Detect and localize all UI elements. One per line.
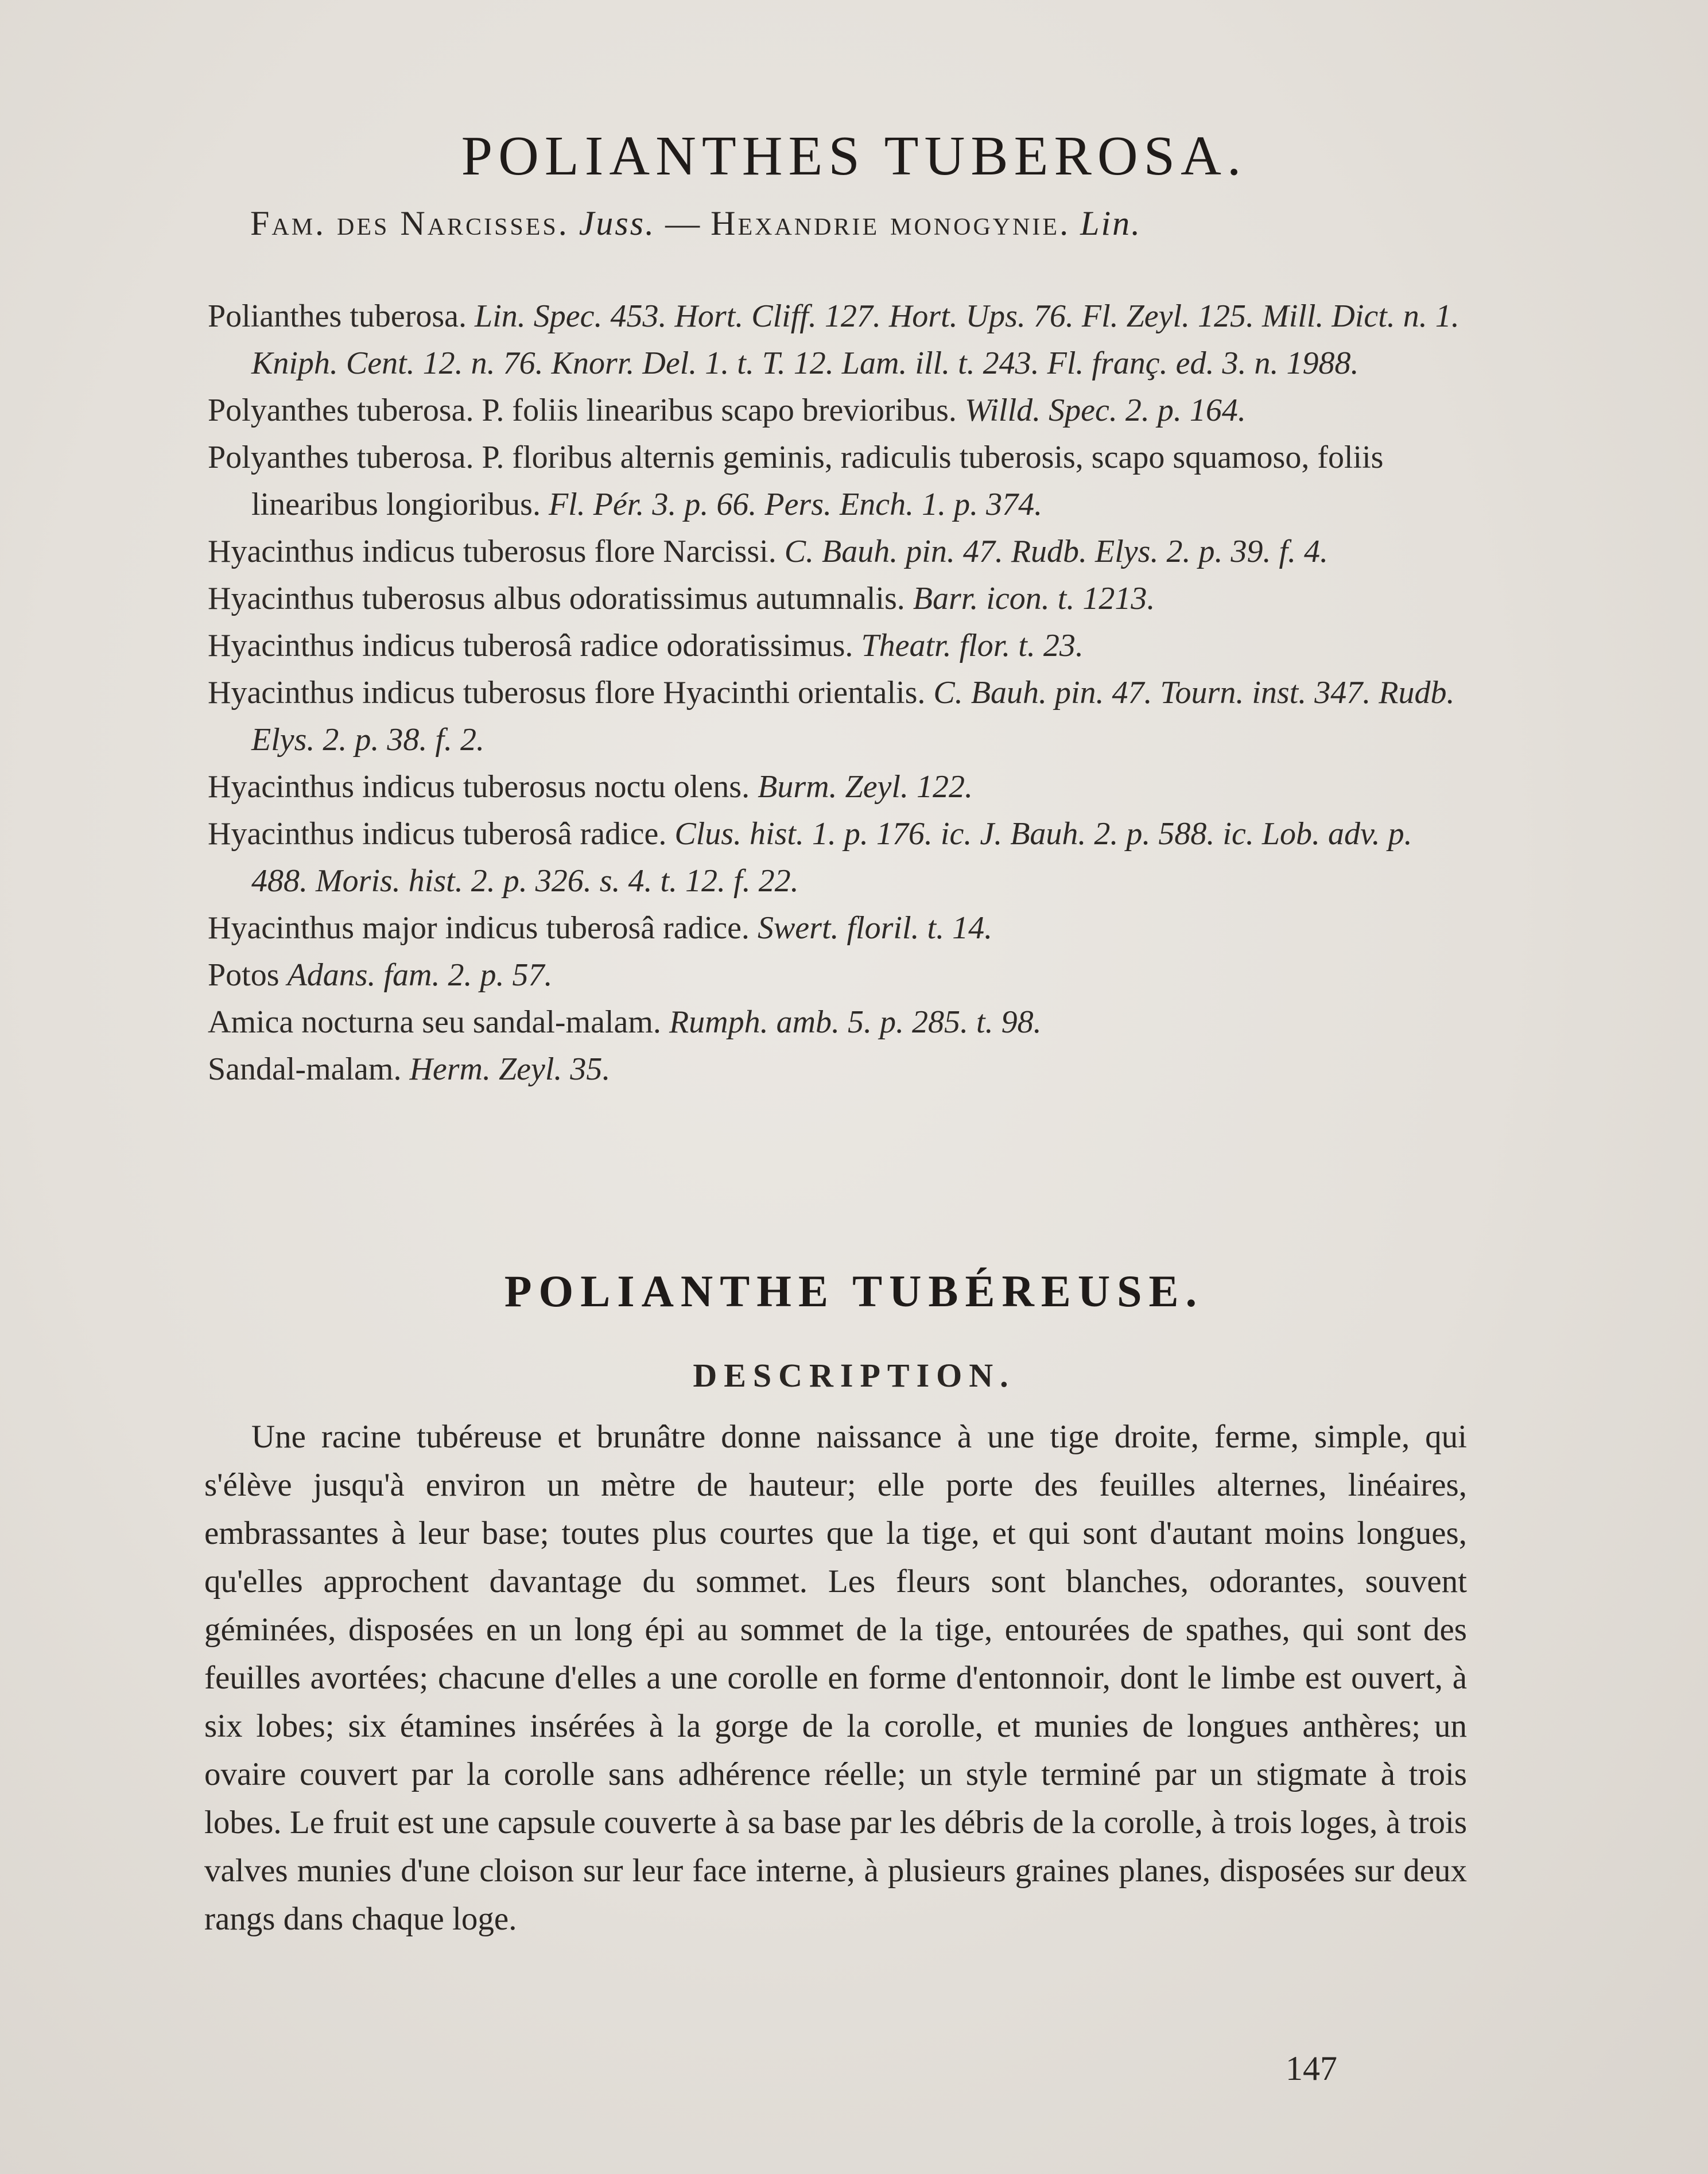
synonym-reference: Burm. Zeyl. 122. bbox=[758, 769, 973, 805]
synonym-reference: Fl. Pér. 3. p. 66. Pers. Ench. 1. p. 374. bbox=[548, 487, 1043, 522]
description-paragraph: Une racine tubéreuse et brunâtre donne naissance à une tige droite, ferme, simple, qui s'élève jusqu'à environ un mètre de hauteur; elle porte des feuilles alternes, linéaires, embrassantes à leur base; toutes plus courtes que la tige, et qui sont d'autant moins longues, qu'elles approchent davantage du sommet. Les fleurs sont blanches, odorantes, souvent géminées, disposées en un long épi au sommet de la tige, entourées de spathes, qui sont des feuilles avortées; chacune d'elles a une corolle en forme d'entonnoir, dont le limbe est ouvert, à six lobes; six étamines insérées à la gorge de la corolle, et munies de longues anthères; un ovaire couvert par la corolle sans adhérence réelle; un style terminé par un stigmate à trois lobes. Le fruit est une capsule couverte à sa base par les débris de la corolle, à trois loges, à trois valves munies d'une cloison sur leur face interne, à plusieurs graines planes, disposées sur deux rangs dans chaque loge. bbox=[204, 1419, 1467, 1937]
synonym-entry bbox=[208, 387, 1470, 434]
synonym-name: Polyanthes tuberosa. P. floribus alternis geminis, radiculis tuberosis, scapo squamoso, foliis linearibus longioribus. bbox=[208, 440, 1384, 522]
synonym-list bbox=[208, 293, 1470, 1093]
synonym-entry bbox=[208, 669, 1470, 763]
synonym-name: Amica nocturna seu sandal-malam. bbox=[208, 1004, 661, 1040]
synonym-reference: Lin. Spec. 453. Hort. Cliff. 127. Hort. Ups. 76. Fl. Zeyl. 125. Mill. Dict. n. 1. Kniph. Cent. 12. n. 76. Knorr. Del. 1. t. T. 12. Lam. ill. t. 243. Fl. franç. ed. 3. n. 1988. bbox=[251, 298, 1459, 381]
synonym-name: Polianthes tuberosa. bbox=[208, 298, 467, 334]
family-label: Fam. des Narcisses. bbox=[250, 204, 569, 242]
synonym-reference: Rumph. amb. 5. p. 285. t. 98. bbox=[669, 1004, 1042, 1040]
synonym-reference: Adans. fam. 2. p. 57. bbox=[287, 957, 553, 993]
synonym-reference: Theatr. flor. t. 23. bbox=[861, 628, 1084, 663]
synonym-entry bbox=[208, 1046, 1470, 1093]
synonym-entry bbox=[208, 575, 1470, 622]
class-author: Lin. bbox=[1080, 204, 1142, 242]
synonym-reference: C. Bauh. pin. 47. Tourn. inst. 347. Rudb. Elys. 2. p. 38. f. 2. bbox=[251, 675, 1455, 758]
synonym-name: Potos bbox=[208, 957, 280, 993]
page-number: 147 bbox=[1286, 2049, 1337, 2087]
synonym-name: Hyacinthus major indicus tuberosâ radice. bbox=[208, 910, 750, 946]
synonym-entry bbox=[208, 904, 1470, 952]
synonym-reference: C. Bauh. pin. 47. Rudb. Elys. 2. p. 39. f. 4. bbox=[784, 534, 1328, 569]
synonym-entry bbox=[208, 434, 1470, 528]
description-heading: DESCRIPTION. bbox=[693, 1357, 1015, 1394]
synonym-reference: Swert. floril. t. 14. bbox=[757, 910, 993, 946]
synonym-entry bbox=[208, 528, 1470, 575]
page-title: POLIANTHES TUBEROSA. bbox=[461, 125, 1247, 187]
french-title: POLIANTHE TUBÉREUSE. bbox=[504, 1265, 1204, 1316]
synonym-name: Hyacinthus indicus tuberosus flore Narcissi. bbox=[208, 534, 777, 569]
family-separator: — bbox=[665, 204, 701, 242]
synonym-name: Hyacinthus tuberosus albus odoratissimus autumnalis. bbox=[208, 581, 905, 616]
family-classification bbox=[250, 204, 1142, 243]
synonym-name: Hyacinthus indicus tuberosus noctu olens. bbox=[208, 769, 750, 805]
synonym-name: Polyanthes tuberosa. P. foliis linearibus scapo brevioribus. bbox=[208, 393, 957, 428]
synonym-reference: Barr. icon. t. 1213. bbox=[913, 581, 1155, 616]
family-author: Juss. bbox=[579, 204, 656, 242]
synonym-reference: Herm. Zeyl. 35. bbox=[409, 1051, 611, 1087]
synonym-entry bbox=[208, 763, 1470, 810]
synonym-reference: Willd. Spec. 2. p. 164. bbox=[964, 393, 1246, 428]
synonym-name: Hyacinthus indicus tuberosâ radice. bbox=[208, 816, 667, 852]
synonym-name: Sandal-malam. bbox=[208, 1051, 402, 1087]
synonym-entry bbox=[208, 293, 1470, 387]
synonym-entry bbox=[208, 810, 1470, 904]
synonym-entry bbox=[208, 622, 1470, 669]
synonym-name: Hyacinthus indicus tuberosâ radice odoratissimus. bbox=[208, 628, 853, 663]
synonym-entry bbox=[208, 952, 1470, 999]
synonym-entry bbox=[208, 999, 1470, 1046]
synonym-name: Hyacinthus indicus tuberosus flore Hyacinthi orientalis. bbox=[208, 675, 926, 711]
class-label: Hexandrie monogynie. bbox=[711, 204, 1071, 242]
synonym-reference: Clus. hist. 1. p. 176. ic. J. Bauh. 2. p. 588. ic. Lob. adv. p. 488. Moris. hist. 2. p. 326. s. 4. t. 12. f. 22. bbox=[251, 816, 1412, 899]
